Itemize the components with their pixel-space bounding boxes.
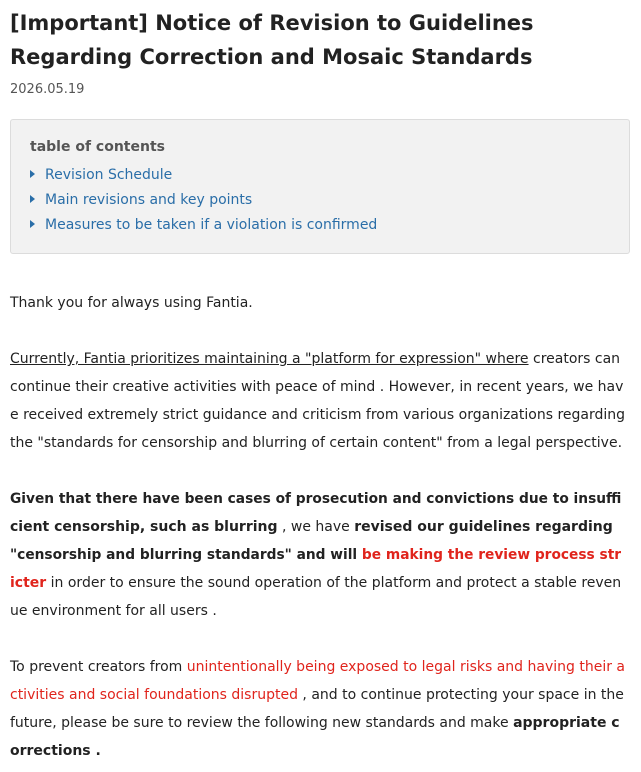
- table-of-contents: [10, 119, 630, 254]
- highlighted-text: unintentionally being exposed to legal risks and having their a: [186, 659, 626, 675]
- paragraph-line: [10, 345, 630, 373]
- title-line-2: Regarding Correction and Mosaic Standards: [10, 45, 533, 69]
- paragraph-line: [10, 681, 630, 709]
- paragraph-background: [10, 345, 630, 457]
- bold-text: cient censorship, such as blurring: [10, 519, 278, 535]
- toc-list: [30, 164, 377, 239]
- toc-item-violation-measures: [30, 214, 377, 239]
- text-run: To prevent creators from: [10, 659, 187, 675]
- text-run: future, please be sure to review the following new standards and make: [10, 715, 514, 731]
- paragraph-greeting: Thank you for always using Fantia.: [10, 295, 253, 311]
- title-line-1: [Important] Notice of Revision to Guidelines: [10, 11, 534, 35]
- bold-text: orrections .: [10, 743, 101, 759]
- highlighted-text: icter: [10, 575, 47, 591]
- caret-right-icon: [30, 220, 35, 228]
- bold-text: revised our guidelines regarding: [354, 519, 613, 535]
- paragraph-line: ue environment for all users .: [10, 603, 217, 619]
- paragraph-line: [10, 513, 630, 541]
- caret-right-icon: [30, 170, 35, 178]
- text-run: , we have: [277, 519, 355, 535]
- paragraph-line: [10, 541, 630, 569]
- bold-text: appropriate c: [513, 715, 620, 731]
- highlighted-text: be making the review process str: [361, 547, 622, 563]
- bold-text: "censorship and blurring standards" and will: [10, 547, 362, 563]
- paragraph-line: continue their creative activities with peace of mind . However, in recent years, we hav: [10, 379, 624, 395]
- paragraph-revision-reason: [10, 485, 630, 625]
- paragraph-line: [10, 737, 630, 765]
- text-run: , and to continue protecting your space in the: [297, 687, 624, 703]
- paragraph-line: [10, 653, 630, 681]
- paragraph-line: [10, 709, 630, 737]
- caret-right-icon: [30, 195, 35, 203]
- toc-item-revision-schedule: [30, 164, 377, 189]
- paragraph-line: [10, 485, 630, 513]
- toc-link-main-revisions[interactable]: Main revisions and key points: [45, 192, 253, 208]
- underlined-text: Currently, Fantia prioritizes maintaining a "platform for expression" where: [10, 351, 529, 367]
- text-run: creators can: [528, 351, 621, 367]
- publish-date: 2026.05.19: [10, 82, 85, 97]
- toc-item-main-revisions: [30, 189, 377, 214]
- toc-link-violation-measures[interactable]: Measures to be taken if a violation is confirmed: [45, 217, 378, 233]
- toc-heading: table of contents: [30, 139, 165, 155]
- article-title: [10, 6, 635, 74]
- highlighted-text: ctivities and social foundations disrupted: [10, 687, 298, 703]
- paragraph-line: [10, 569, 630, 597]
- paragraph-call-to-action: [10, 653, 630, 765]
- paragraph-line: e received extremely strict guidance and criticism from various organizations regarding: [10, 407, 626, 423]
- bold-text: Given that there have been cases of prosecution and convictions due to insuffi: [10, 491, 622, 507]
- text-run: in order to ensure the sound operation of the platform and protect a stable reven: [46, 575, 622, 591]
- paragraph-line: the "standards for censorship and blurring of certain content" from a legal perspective.: [10, 435, 623, 451]
- toc-link-revision-schedule[interactable]: Revision Schedule: [45, 167, 173, 183]
